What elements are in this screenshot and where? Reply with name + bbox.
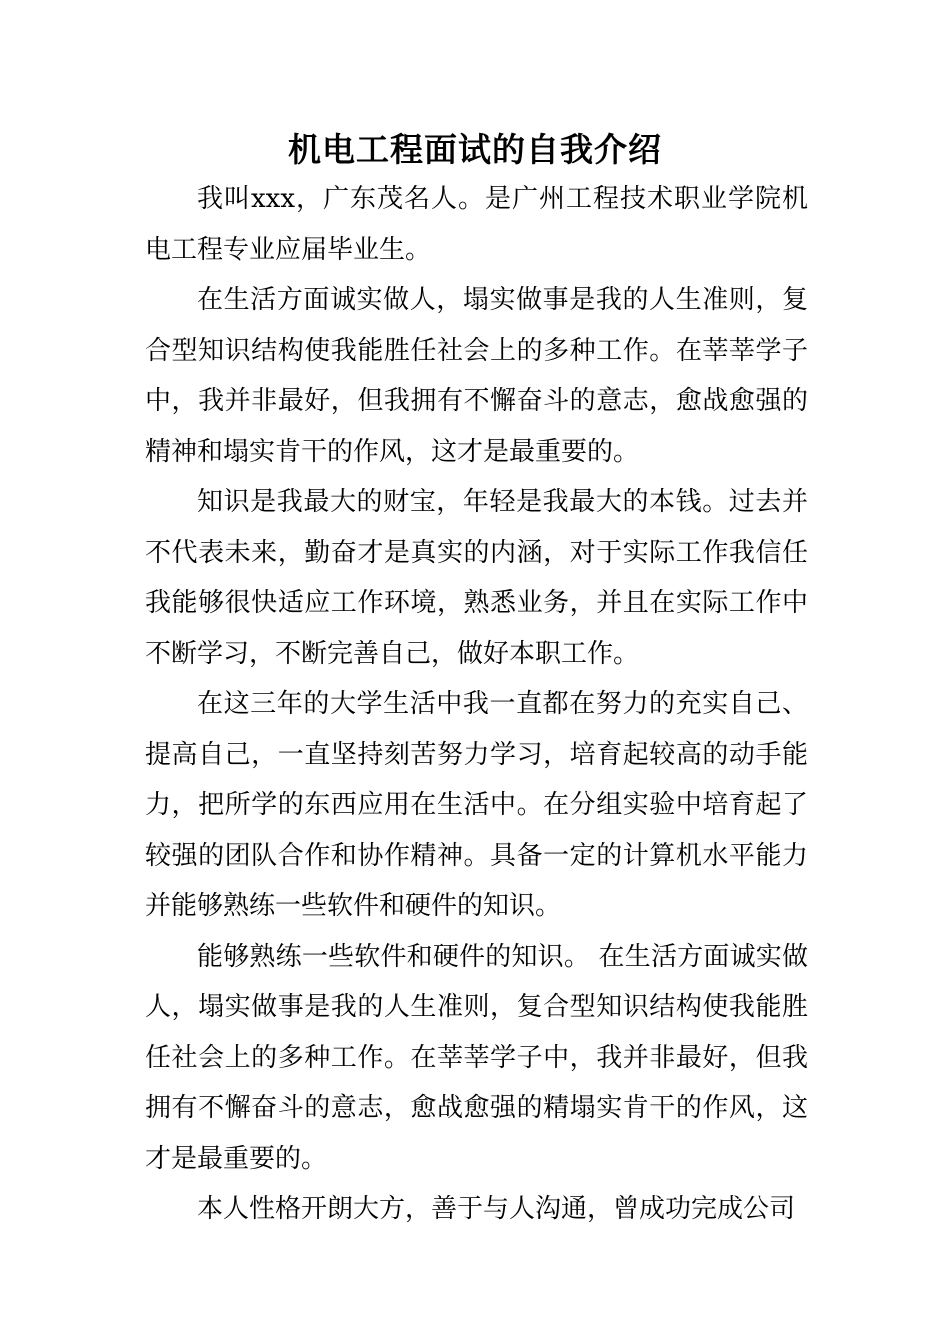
document-title: 机电工程面试的自我介绍	[288, 130, 662, 169]
paragraph-life-principles: 在生活方面诚实做人，塌实做事是我的人生准则，复合型知识结构使我能胜任社会上的多种工作。在莘莘学子中，我并非最好，但我拥有不懈奋斗的意志，愈战愈强的精神和塌实肯干的作风，这才是最重要的。	[145, 285, 808, 467]
paragraph-skills: 能够熟练一些软件和硬件的知识。 在生活方面诚实做人，塌实做事是我的人生准则，复合型知识结构使我能胜任社会上的多种工作。在莘莘学子中，我并非最好，但我拥有不懈奋斗的意志，愈战愈强的精塌实肯干的作风，这才是最重要的。	[145, 941, 808, 1174]
paragraph-personality: 本人性格开朗大方，善于与人沟通，曾成功完成公司	[197, 1194, 796, 1224]
document-body	[145, 174, 808, 1235]
paragraph-college-life: 在这三年的大学生活中我一直都在努力的充实自己、提高自己，一直坚持刻苦努力学习，培育起较高的动手能力，把所学的东西应用在生活中。在分组实验中培育起了较强的团队合作和协作精神。具备一定的计算机水平能力并能够熟练一些软件和硬件的知识。	[145, 689, 808, 921]
paragraph-intro: 我叫xxx，广东茂名人。是广州工程技术职业学院机电工程专业应届毕业生。	[145, 184, 808, 265]
paragraph-knowledge: 知识是我最大的财宝，年轻是我最大的本钱。过去并不代表未来，勤奋才是真实的内涵，对于实际工作我信任我能够很快适应工作环境，熟悉业务，并且在实际工作中不断学习，不断完善自己，做好本职工作。	[145, 487, 808, 669]
